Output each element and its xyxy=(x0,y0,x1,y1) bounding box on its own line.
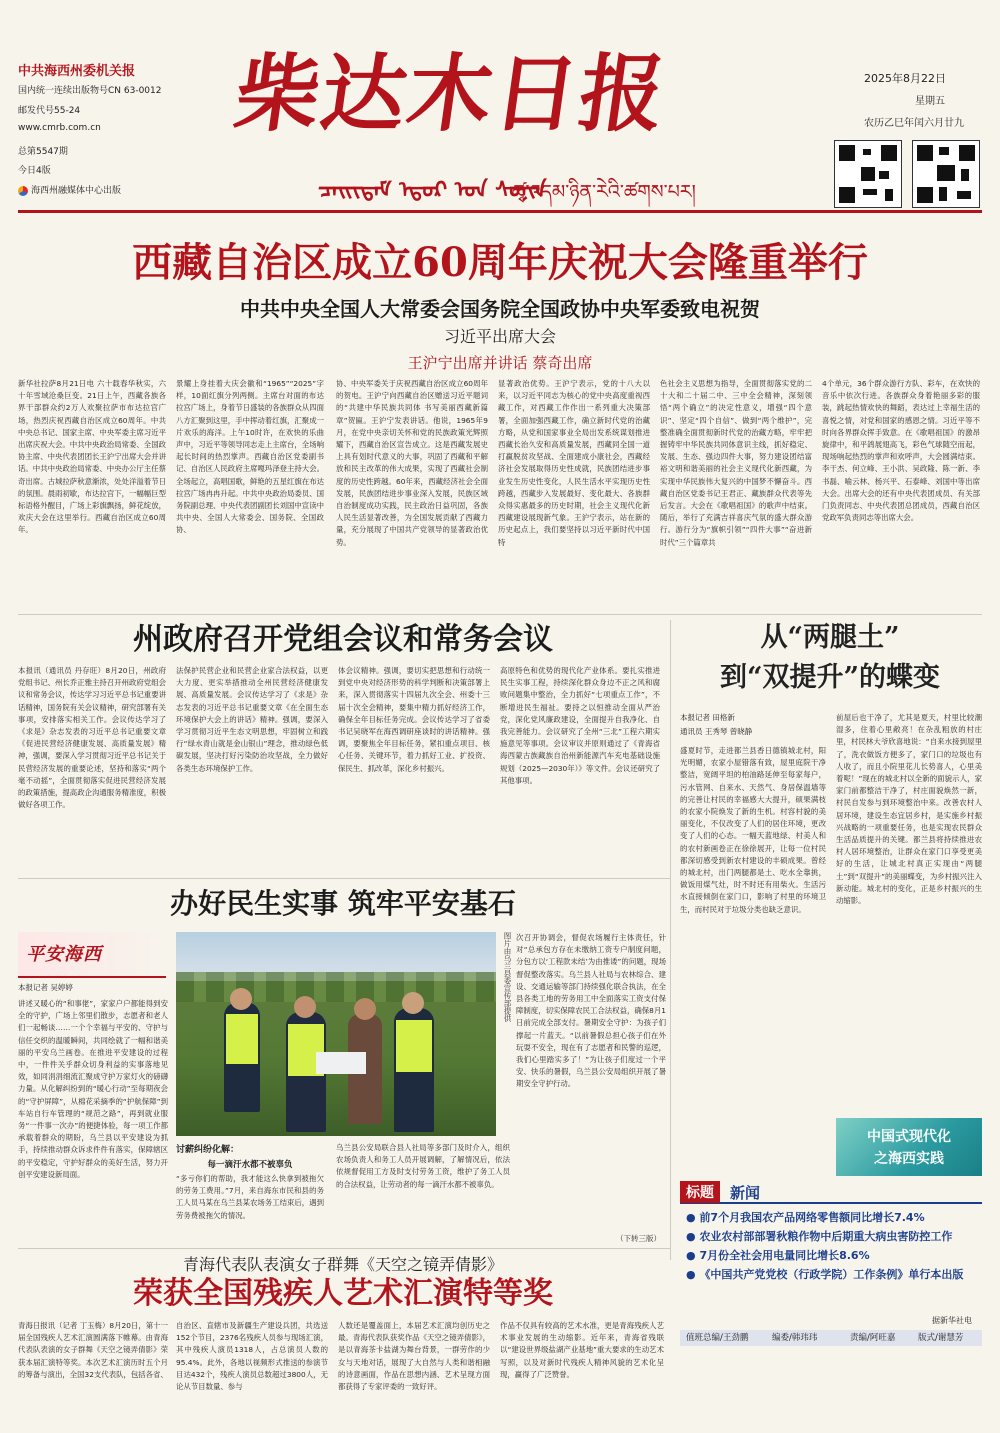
org-label: 中共海西州委机关报 xyxy=(18,64,136,79)
safety-col-1: 讲述又暖心的“和事佬”，家家户户都能得到安全的守护，广场上邻里们散步，志愿者和老人们一起畅谈……一个个幸福与平安的、守护与信任交织的温暖瞬间，共同绘就了一幅和谐美丽的平安乌兰画卷。在推进平安建设的过程中，一件件关乎群众切身利益的实事落地见效，如同涓涓细流汇聚成守护万家灯火的磅礴力量。从化解纠纷到的“暖心行动”至每期夜会的“守护屏障”，从棉花采摘季的“护航保障”到车站自行车管理的“规范之路”，再到就业服务“一件事一次办”的便捷体验，每一项工作都承载着群众的期盼，乌兰县以平安建设为抓手，持续推动群众诉求件件有落实，保障辖区的平安稳定，守护好群众的美好生活，努力开创平安建设新局面。 xyxy=(18,999,168,1179)
bullet-icon: ● xyxy=(686,1268,700,1281)
meeting-col-2: 法保护民营企业和民营企业家合法权益，以更大力度、更实举措推动全州民营经济健康发展、高质量发展。会议传达学习了《求是》杂志发表的习近平总书记重要文章《在全面生态环境保护大会上的讲话》精神。强调，要深入学习贯彻习近平生态文明思想，牢固树立和践行“绿水青山就是金山银山”理念，推动绿色低碳发展，坚决打好污染防治攻坚战，全力做好各类生态环境保护工作。 xyxy=(176,666,328,773)
news-source: 据新华社电 xyxy=(932,1316,972,1325)
lead-headline: 西藏自治区成立60周年庆祝大会隆重举行 xyxy=(132,239,868,286)
right-column-divider xyxy=(670,620,671,1260)
issue-date: 2025年8月22日 xyxy=(864,72,946,85)
lead-bottom-rule xyxy=(18,614,982,615)
dance-col-2: 自治区、直辖市及新疆生产建设兵团，共选送152个节目，2376名残疾人员参与现场汇演，其中残疾人演员1318人，占总演员人数的95.4%。此外，各地以视频形式推送的参演节目达432个，残疾人演员总数超过3800人，无论从节目数量、参与 xyxy=(176,1321,328,1392)
headline-news-header xyxy=(680,1180,982,1204)
newspaper-title: 柴达木日报 xyxy=(229,44,674,143)
bullet-icon: ● xyxy=(686,1230,700,1243)
news-item[interactable] xyxy=(686,1265,982,1284)
modernization-banner[interactable] xyxy=(836,1118,982,1176)
safety-col-right: 次召开协调会，督促农场履行主体责任，针对“总承包方存在未缴纳工资专户制度问题，分包方以‘工程款未结’为由推诿”的问题，现场督促整改落实。乌兰县人社局与农林综合、建设、交通运输等部门持续强化联合执法，在全县各类工地的劳务用工中全面落实工资支付保障制度，切实保障农民工合法权益，确保8月1日前完成全部支付。暑期安全守护：为孩子们撑起一片蓝天。“以前暑假总担心孩子们在外玩耍不安全，现在有了志愿者和民警的巡逻，我们心里踏实多了！”为让孩子们度过一个平安、快乐的暑假，乌兰县公安局组织开展了暑期安全守护行动。 xyxy=(516,933,666,1089)
dance-kicker: 青海代表队表演女子群舞《天空之镜弄倩影》 xyxy=(182,1255,503,1274)
night-editor: 值班总编/王劲鹏 xyxy=(686,1333,749,1343)
issue-total: 总第5547期 xyxy=(18,147,68,157)
safety-col-mid: 乌兰县公安局联合县人社局等多部门及时介入，组织农场负责人和务工人员开展调解，了解情况后，依法依规督促用工方及时支付劳务工资，维护了务工人员的合法权益，让劳动者的每一滴汗水都不被辜负。 xyxy=(336,1143,510,1189)
bullet-icon: ● xyxy=(686,1249,700,1262)
dance-col-4: 作品不仅具有较高的艺术水准，更是青海残疾人艺术事业发展的生动缩影。近年来，青海省残联以“建设世界级盐湖产业基地”重大要求的生动艺术写照，以及对新时代残疾人精神风貌的艺术化呈现，赢得了广泛赞誉。 xyxy=(500,1321,664,1379)
masthead-divider xyxy=(18,210,982,213)
bullet-icon: ● xyxy=(686,1211,700,1224)
cn-number: 国内统一连续出版物号CN 63-0012 xyxy=(18,86,162,96)
news-tag: 标题 xyxy=(680,1181,720,1203)
lead-col-4: 显著政治优势。王沪宁表示，党的十八大以来，以习近平同志为核心的党中央高度重视西藏工作，对西藏工作作出一系列重大决策部署，全面加强西藏工作，确立新时代党的治藏方略，从党和国家事业全局出发系统谋划推进西藏长治久安和高质量发展，西藏同全国一道打赢脱贫攻坚战、全面建成小康社会，西藏经济社会发展取得历史性成就，民族团结进步事业发生历史性变化，人民生活水平实现历史性跨越，西藏步入发展最好、变化最大、各族群众得实惠最多的历史时期，社会主义现代化新西藏建设展现新气象。王沪宁表示，站在新的历史起点上，我们要坚持以习近平新时代中国特 xyxy=(498,379,650,547)
safety-headline: 办好民生实事 筑牢平安基石 xyxy=(170,887,516,920)
publisher-text: 海西州融媒体中心出版 xyxy=(31,186,122,196)
dance-top-rule xyxy=(18,1248,670,1249)
lead-col-6: 4个单元，36个群众游行方队、彩车，在欢快的音乐中依次行进。各族群众身着艳丽多彩的服装，跳起热情欢快的舞蹈，表达过上幸福生活的喜悦之情，对党和国家的感恩之情。习近平等不时向各界群众挥手致意。在《歌唱祖国》的激昂旋律中，和平鸽展翅高飞，彩色气球随空而起，现场响起热烈的掌声和欢呼声，大会圆满结束。李干杰、何立峰、王小洪、吴政隆、陈一新、李书磊、喻云林、杨兴平、石泰峰、刘国中等出席大会。出席大会的还有中央代表团成员、有关部门负责同志、中央代表团总团成员，西藏自治区党政军负责同志等出席大会。 xyxy=(822,379,980,523)
layout-editor: 版式/谢慧芳 xyxy=(918,1333,964,1343)
lead-sub-xi: 习近平出席大会 xyxy=(443,327,556,346)
banner-line-1: 中国式现代化 xyxy=(867,1129,951,1145)
website-link[interactable]: www.cmrb.com.cn xyxy=(18,123,101,133)
pages-today: 今日4版 xyxy=(18,166,51,176)
news-word: 新闻 xyxy=(730,1184,761,1202)
safety-badge-text: 平安海西 xyxy=(26,944,102,965)
proofreader: 责编/阿旺嘉 xyxy=(850,1333,896,1343)
safety-byline: 本报记者 吴婷婷 xyxy=(18,983,73,992)
lead-subheadline: 中共中央全国人大常委会国务院全国政协中央军委致电祝贺 xyxy=(240,297,760,321)
news-item-text: 农业农村部部署秋粮作物中后期重大病虫害防控工作 xyxy=(699,1230,953,1243)
meeting-headline: 州政府召开党组会议和常务会议 xyxy=(133,622,553,657)
news-item-text: 《中国共产党党校（行政学院）工作条例》单行本出版 xyxy=(699,1268,964,1281)
editor: 编委/韩玮玮 xyxy=(772,1333,818,1343)
liangtui-headline-2: 到“双提升”的蝶变 xyxy=(719,662,941,693)
news-item-text: 前7个月我国农产品网络零售额同比增长7.4% xyxy=(699,1211,925,1224)
qr-code-wechat[interactable] xyxy=(912,140,980,208)
lead-sub-wang: 王沪宁出席并讲话 蔡奇出席 xyxy=(407,354,593,372)
publisher-logo-icon xyxy=(18,186,28,196)
banner-line-2: 之海西实践 xyxy=(874,1151,944,1167)
photo-credit: 图片由乌兰县委宣传部提供 xyxy=(503,932,512,1022)
qr-code-app[interactable] xyxy=(834,140,902,208)
news-list xyxy=(686,1208,982,1284)
lead-col-2: 景耀上身挂着大庆会徽和“1965”“2025”字样，10面红旗分列两侧。主席台对面的布达拉宫广场上，身着节日盛装的各族群众从四面八方汇聚到这里，手中挥动着红旗，汇聚成一片欢乐的海洋。上午10时许，在欢快的乐曲声中，习近平等领导同志走上主席台，全场响起长时间的热烈掌声。西藏自治区党委副书记、自治区人民政府主席嘎玛泽登主持大会。全场起立，高唱国歌，鲜艳的五星红旗在布达拉宫广场冉冉升起。中共中央政治局委员、国务院副总理、中央代表团副团长刘国中宣读中共中央、全国人大常委会、国务院、全国政协、 xyxy=(176,379,324,535)
safety-top-rule xyxy=(18,878,670,879)
weekday: 星期五 xyxy=(915,96,945,107)
liangtui-col-1: 盛夏时节，走进都兰县香日德镇城北村，阳光明媚，农家小屋错落有致，屋里庭院干净整洁，宽阔平坦的柏油路延伸至每家每户，污水管网、自来水、天然气、身居保温墙等的完善让村民的幸福感大大提升，硕果满枝的农家小院焕发了新的生机。村容村貌的美丽变化，不仅改变了人们的居住环境，更改变了人们的心态。一幅天蓝地绿、村美人和的农村新画卷正在徐徐展开，让每一位村民都深切感受到新农村建设的丰硕成果。曾经的城北村，出门两腿都是土、吃水全靠挑，做饭用煤气灶，时不时还有用柴火。生活污水直接倾倒在家门口，影响了村里的环境卫生，而村民对于垃圾分类也缺乏意识。 xyxy=(680,746,826,914)
safety-badge xyxy=(18,932,166,978)
post-code: 邮发代号55-24 xyxy=(18,106,81,116)
news-item[interactable] xyxy=(686,1227,982,1246)
news-item-text: 7月份全社会用电量同比增长8.6% xyxy=(699,1249,870,1262)
meeting-col-1: 本报讯（通讯员 丹存旺）8月20日，州政府党组书记、州长乔正雅主持召开州政府党组会议和常务会议，传达学习习近平总书记重要讲话精神，国务院有关会议精神，研究部署有关事项，安排落实相关工作。会议传达学习了《求是》杂志发表的习近平总书记重要文章《促进民营经济健康发展、高质量发展》精神，强调，要深入学习贯彻习近平总书记关于民营经济发展的重要论述，坚持和落实“两个毫不动摇”，全面贯彻落实促进民营经济发展的政策措施，提高政企沟通服务精准度，积极做好各项工作。 xyxy=(18,666,166,810)
lead-col-1: 新华社拉萨8月21日电 六十载春华秋实，六十年雪域沧桑巨变。21日上午，西藏各族各界干部群众约2万人欢聚拉萨市布达拉宫广场，热烈庆祝西藏自治区成立60周年。中共中央总书记、国家主席、中央军委主席习近平出席庆祝大会。中共中央政治局常委、全国政协主席、中央代表团团长王沪宁出席大会并讲话。中共中央政治局常委、中央办公厅主任蔡奇出席。古城拉萨秋意渐浓，处处洋溢着节日的氛围。晨雨初歇，布达拉宫下，一幅幅巨型标语格外醒目，广场上彩旗飘扬，鲜花绽放，欢庆大会在这里举行。西藏自治区成立60周年。 xyxy=(18,379,166,535)
meeting-col-4: 高原特色和优势的现代化产业体系。要扎实推进民生实事工程，持续深化群众身边不正之风和腐败问题集中整治，全力抓好“七项重点工作”，不断增进民生福祉。要持之以恒推动全面从严治党，深化党风廉政建设，全面提升自我净化、自我完善能力。会议研究了全州“三北”工程六期实施意见等事项。会议审议并原则通过了《青海省海西蒙古族藏族自治州新能源汽车充电基础设施规划（2025—2030年）》等文件。会议还研究了其他事项。 xyxy=(500,666,660,785)
continued-note: （下转三版） xyxy=(616,1234,661,1243)
lead-col-5: 色社会主义思想为指导，全面贯彻落实党的二十大和二十届二中、三中全会精神，深刻领悟“两个确立”的决定性意义，增强“四个意识”、坚定“四个自信”、做到“两个维护”，完整准确全面贯彻新时代党的治藏方略，牢牢把握铸牢中华民族共同体意识主线，抓好稳定、发展、生态、强边四件大事，努力建设团结富裕文明和谐美丽的社会主义现代化新西藏，为实现中华民族伟大复兴的中国梦不懈奋斗。西藏自治区党委书记王君正、藏族群众代表等先后发言。大会在《歌唱祖国》的歌声中结束。随后，举行了充满吉祥喜庆气氛的盛大群众游行。游行分为“旗帜引领”“四件大事”“奋进新时代”三个篇章共 xyxy=(660,379,812,547)
news-item[interactable] xyxy=(686,1246,982,1265)
dance-col-3: 人数还是覆盖面上，本届艺术汇演均创历史之最。青海代表队获奖作品《天空之镜弄倩影》，是以青海茶卡盐湖为舞台背景，一群劳作的少女与天地对话，展现了大自然与人类和谐相融的诗意画面，作品在思想内涵、艺术呈现方面都获得了专家评委的一致好评。 xyxy=(338,1321,490,1392)
liangtui-byline-2: 通讯员 王秀琴 曾晓静 xyxy=(680,727,753,736)
lunar-date: 农历乙巳年闰六月廿九 xyxy=(864,118,964,129)
dance-col-1: 青海日报讯（记者 丁玉梅）8月20日，第十一届全国残疾人艺术汇演圆满落下帷幕。由青海代表队表演的女子群舞《天空之镜弄倩影》荣获本届汇演特等奖。本次艺术汇演历时五个月的筹备与演出，全国32支代表队，包括各省、 xyxy=(18,1321,168,1379)
liangtui-headline-1: 从“两腿土” xyxy=(760,622,900,653)
news-item[interactable] xyxy=(686,1208,982,1227)
caption-body: “多亏你们的帮助，我才能这么快拿到被拖欠的劳务工费用。”7月，来自海东市民和县的务工人员马某在乌兰县某农场务工结束后，遇到劳务费被拖欠的情况。 xyxy=(176,1174,324,1220)
meeting-col-3: 体会议精神。强调，要切实把思想和行动统一到党中央对经济形势的科学判断和决策部署上来，深入贯彻落实十四届九次全会、州委十三届十次全会精神，要集中精力抓好经济工作，确保全年目标任务完成。会议传达学习了省委书记吴晓军在海西调研座谈时的讲话精神。强调，要聚焦全年目标任务，紧扣重点项目、核心任务、关键环节，着力抓好工业、扩投资、保民生、抓改革，深化乡村振兴。 xyxy=(338,666,490,773)
liangtui-byline-1: 本报记者 田格新 xyxy=(680,713,735,722)
caption-subtitle: 每一滴汗水都不被辜负 xyxy=(207,1160,293,1170)
mongolian-title: ᠴᠠᠢᠢᠳᠠᠮ ᠡᠳᠦᠷ ᠤᠨ ᠰᠣᠨᠢᠨ xyxy=(318,178,547,203)
caption-title: 讨薪纠纷化解： xyxy=(176,1145,240,1155)
publisher xyxy=(18,183,121,196)
dance-headline: 荣获全国残疾人艺术汇演特等奖 xyxy=(133,1276,553,1311)
liangtui-col-2: 前屋后也干净了，尤其是夏天，村里比较潮湿多，住着心里敞亮！在杂乱粗放的村庄里，村民林大爷欣喜地说：“自来水接到屋里了，洗衣做饭方便多了，家门口的垃圾也有人收了，而且小院里花儿长势喜人，心里美着呢！”现在的城北村以全新的面貌示人，家家门前都整洁干净了，村庄面貌焕然一新，村民自发参与到环境整治中来。改善农村人居环境，建设生态宜居乡村，是实施乡村振兴战略的一项重要任务，也是实现农民群众生活品质提升的关键。都兰县将持续推进农村人居环境整治，让群众在家门口享受更美好的生活，让城北村真正实现由“两腿土”到“双提升”的美丽蝶变，为乡村振兴注入新动能。城北村的变化，正是乡村振兴的生动缩影。 xyxy=(836,713,982,906)
editor-footer xyxy=(680,1330,982,1346)
lead-col-3: 协、中央军委关于庆祝西藏自治区成立60周年的贺电。王沪宁向西藏自治区赠送习近平题词的“共建中华民族共同体 书写美丽西藏新篇章”贺匾。王沪宁发表讲话。他说，1965年9月，在党中央亲切关怀和党的民族政策光辉照耀下，西藏自治区宣告成立。这是西藏发展史上具有划时代意义的大事，巩固了西藏和平解放和民主改革的伟大成果，实现了西藏社会制度的历史性跨越。60年来，西藏经济社会全面发展，民族团结进步事业深入发展，民族区域自治制度成功实践，民主政治日益巩固，各族人民生活显著改善，为全国发展贡献了西藏力量，充分展现了中国共产党领导的显著政治优势。 xyxy=(336,379,488,547)
police-photo xyxy=(176,932,496,1136)
tibetan-title: ཚྭ་འདམ་ཉིན་རེའི་ཚགས་པར། xyxy=(512,181,696,203)
